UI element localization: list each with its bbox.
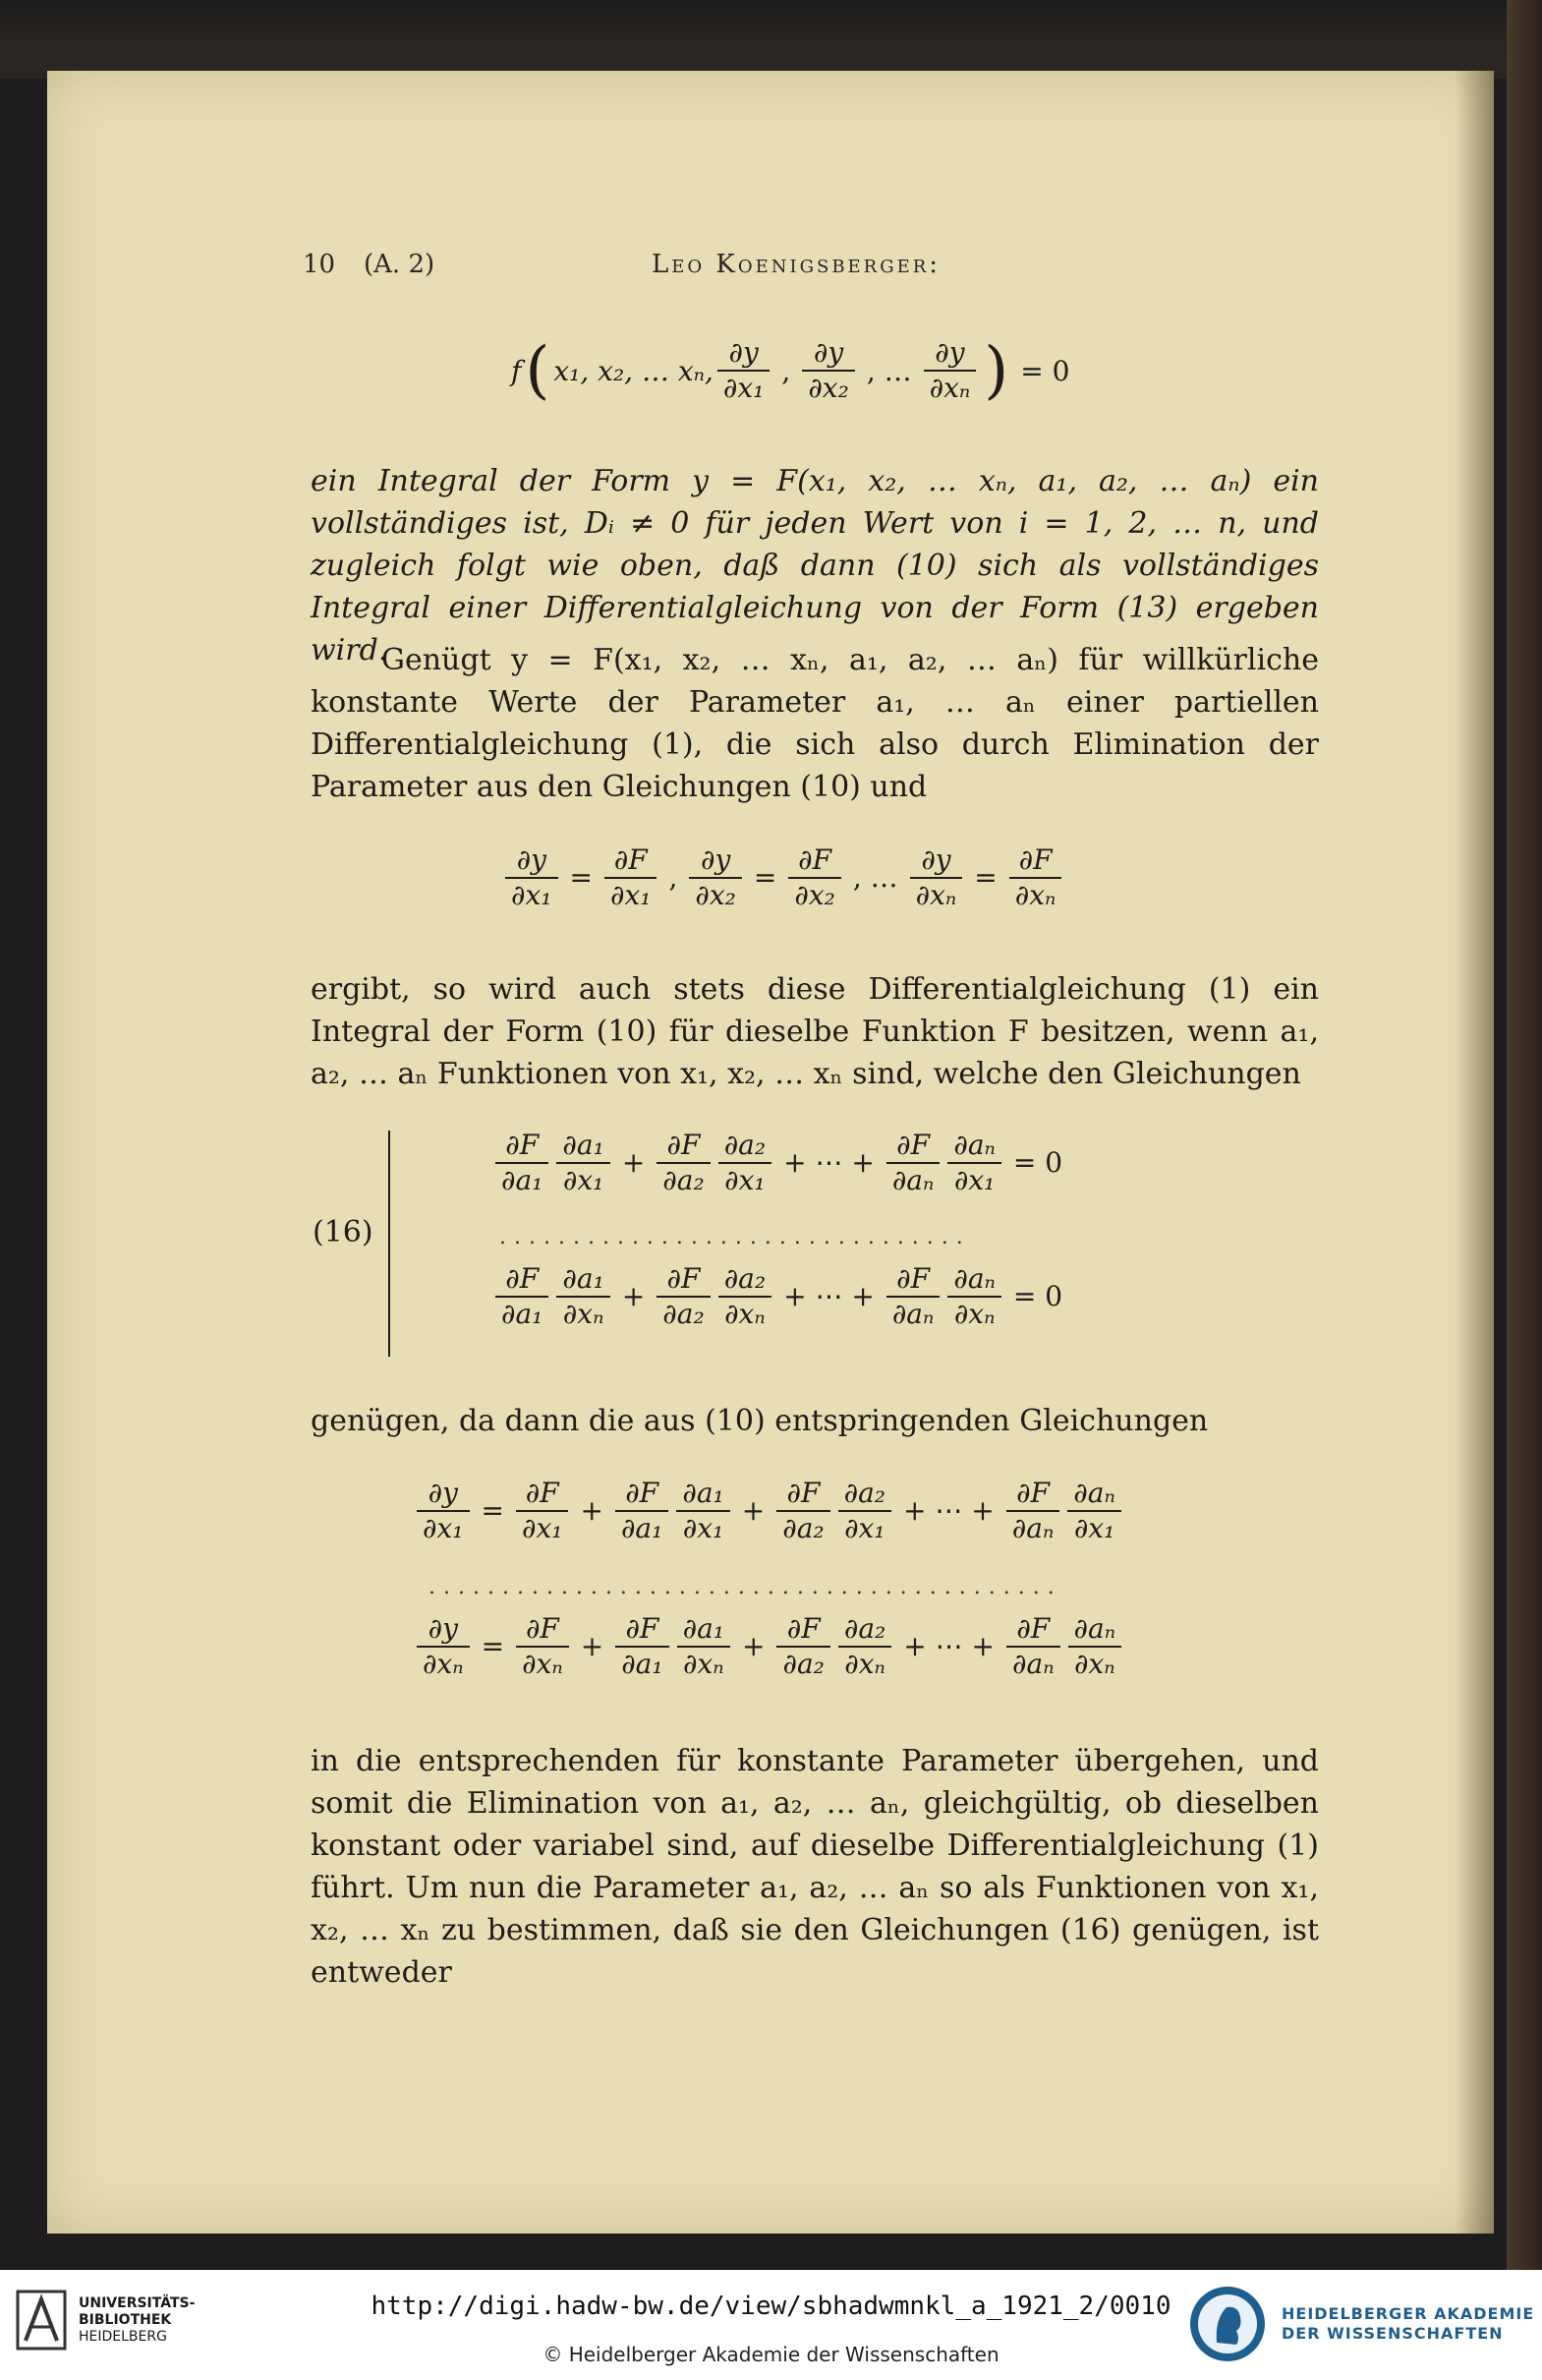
system-bottom-row-2: $\frac{\partial y}{\text{∂xₙ}}$ = $\frac{\partial F}{\text{∂xₙ}}$ + $\frac{\partial F}{\text{∂a₁}}$ $\frac{\text{∂a₁}}{\text{∂xₙ}}$ + $\frac{\partial F}{\text{∂a₂}}$ $\frac{\text{∂a₂}}{\text{∂xₙ}}$ + ⋯ + $\frac{\partial F}{\text{∂aₙ}}$ $\frac{\text{∂aₙ}}{\text{∂xₙ}}$ bbox=[413, 1612, 1125, 1681]
fraction: $\frac{\text{∂a₁}}{\text{∂x₁}}$ bbox=[556, 1129, 609, 1197]
fraction: $\frac{\text{∂a₁}}{\text{∂xₙ}}$ bbox=[677, 1612, 730, 1681]
fraction: $\frac{\partial F}{\text{∂aₙ}}$ bbox=[886, 1262, 941, 1331]
fraction: $\frac{\partial y}{\text{∂xₙ}}$ bbox=[910, 843, 963, 912]
equation-args: x₁, x₂, … xₙ, bbox=[553, 354, 714, 387]
fraction: $\frac{\text{∂aₙ}}{\text{∂x₁}}$ bbox=[1067, 1477, 1121, 1545]
system16-row-1: $\frac{\partial F}{\text{∂a₁}}$ $\frac{\text{∂a₁}}{\text{∂x₁}}$ + $\frac{\partial F}{\text{∂a₂}}$ $\frac{\text{∂a₂}}{\text{∂x₁}}$ + ⋯ + $\frac{\partial F}{\text{∂aₙ}}$ $\frac{\text{∂aₙ}}{\text{∂x₁}}$ = 0 bbox=[491, 1129, 1070, 1197]
fraction: $\frac{\partial F}{\text{∂a₁}}$ bbox=[615, 1477, 668, 1545]
page-number: 10 bbox=[303, 250, 336, 279]
paragraph-2: Genügt y = F(x₁, x₂, … xₙ, a₁, a₂, … aₙ) für willkürliche konstante Werte der Parameter a₁, … aₙ einer partiellen Differentialgleichung (1), die sich also durch Elimination der Parameter aus den Gleichungen (10) und bbox=[311, 643, 1319, 804]
system-bottom-row-1: $\frac{\partial y}{\text{∂x₁}}$ = $\frac{\partial F}{\text{∂x₁}}$ + $\frac{\partial F}{\text{∂a₁}}$ $\frac{\text{∂a₁}}{\text{∂x₁}}$ + $\frac{\partial F}{\text{∂a₂}}$ $\frac{\text{∂a₂}}{\text{∂x₁}}$ + ⋯ + $\frac{\partial F}{\text{∂aₙ}}$ $\frac{\text{∂aₙ}}{\text{∂x₁}}$ bbox=[413, 1477, 1125, 1545]
fraction: $\frac{\text{∂aₙ}}{\text{∂xₙ}}$ bbox=[1068, 1612, 1122, 1681]
author-name: Leo Koenigsberger: bbox=[652, 250, 942, 279]
permalink-url[interactable]: http://digi.hadw-bw.de/view/sbhadwmnkl_a_1921_2/0010 bbox=[371, 2292, 1171, 2321]
fraction: $\frac{\text{∂aₙ}}{\text{∂x₁}}$ bbox=[947, 1129, 1001, 1197]
fraction: $\frac{\partial F}{\text{∂a₁}}$ bbox=[495, 1129, 548, 1197]
fraction: $\frac{\partial y}{\text{∂x₁}}$ bbox=[505, 843, 558, 912]
academy-logo[interactable] bbox=[1187, 2284, 1534, 2364]
system-brace bbox=[388, 1131, 390, 1357]
function-symbol: f bbox=[511, 354, 522, 387]
equation-label-16: (16) bbox=[313, 1215, 373, 1249]
fraction: $\frac{\text{∂a₂}}{\text{∂x₁}}$ bbox=[718, 1129, 771, 1197]
academy-name: HEIDELBERGER AKADEMIE DER WISSENSCHAFTEN bbox=[1282, 2304, 1535, 2343]
dotted-separator: ................................ bbox=[499, 1225, 971, 1249]
library-name: UNIVERSITÄTS- BIBLIOTHEK HEIDELBERG bbox=[79, 2294, 196, 2345]
dotted-separator: ........................................... bbox=[428, 1575, 1062, 1599]
paragraph-5: in die entsprechenden für konstante Parameter übergehen, und somit die Elimination von a₁, a₂, … aₙ, gleichgültig, ob dieselben konstant oder variabel sind, auf dieselbe Differentialgleichung (1) führt. Um nun die Parameter a₁, a₂, … aₙ so als Funktionen von x₁, x₂, … xₙ zu bestimmen, daß sie den Gleichungen (16) genügen, ist entweder bbox=[311, 1744, 1319, 1990]
fraction: $\frac{\partial F}{\text{∂aₙ}}$ bbox=[1006, 1477, 1060, 1545]
fraction: $\frac{\partial F}{\text{∂a₂}}$ bbox=[776, 1612, 829, 1681]
fraction: $\frac{\partial y}{\text{∂x₁}}$ bbox=[417, 1477, 470, 1545]
fraction: $\frac{\partial F}{\text{∂aₙ}}$ bbox=[886, 1129, 941, 1197]
fraction: $\frac{\partial F}{\text{∂a₁}}$ bbox=[495, 1262, 548, 1331]
fraction: $\frac{\partial F}{\text{∂xₙ}}$ bbox=[1009, 843, 1062, 912]
academy-seal-icon bbox=[1187, 2284, 1268, 2364]
fraction: $\frac{\partial F}{\text{∂a₁}}$ bbox=[615, 1612, 668, 1681]
fraction: $\frac{\text{∂a₁}}{\text{∂x₁}}$ bbox=[676, 1477, 729, 1545]
fraction: $\frac{\text{∂aₙ}}{\text{∂xₙ}}$ bbox=[947, 1262, 1001, 1331]
viewer-footer bbox=[0, 2270, 1542, 2380]
paragraph-1: ein Integral der Form y = F(x₁, x₂, … xₙ, a₁, a₂, … aₙ) ein vollständiges ist, Dᵢ ≠ 0 für jeden Wert von i = 1, 2, … n, und zugleich folgt wie oben, daß dann (10) sich als vollständiges Integral einer Differentialgleichung von der Form (13) ergeben wird. bbox=[311, 464, 1319, 668]
fraction: $\frac{\partial F}{\text{∂x₁}}$ bbox=[516, 1477, 569, 1545]
fraction: $\frac{\partial F}{\text{∂aₙ}}$ bbox=[1006, 1612, 1060, 1681]
section-marker: (A. 2) bbox=[364, 250, 435, 279]
book-binding-edge bbox=[1507, 0, 1542, 2270]
fraction: $\frac{\partial F}{\text{∂a₂}}$ bbox=[776, 1477, 829, 1545]
fraction: $\frac{\text{∂a₂}}{\text{∂xₙ}}$ bbox=[718, 1262, 771, 1331]
book-edge-top bbox=[0, 0, 1542, 79]
fraction: $\frac{\partial y}{\text{∂x₂}}$ bbox=[689, 843, 742, 912]
fraction: $\frac{\partial F}{\text{∂a₂}}$ bbox=[657, 1129, 710, 1197]
fraction: $\frac{\partial F}{\text{∂xₙ}}$ bbox=[516, 1612, 569, 1681]
fraction: $\frac{\partial F}{\text{∂x₂}}$ bbox=[788, 843, 841, 912]
copyright-notice: © Heidelberger Akademie der Wissenschaften bbox=[543, 2343, 999, 2366]
fraction: $\frac{\partial F}{\text{∂x₁}}$ bbox=[604, 843, 657, 912]
paragraph-4: genügen, da dann die aus (10) entspringenden Gleichungen bbox=[311, 1404, 1209, 1438]
fraction: $\frac{\partial y}{\text{∂xₙ}}$ bbox=[417, 1612, 470, 1681]
fraction: $\frac{\text{∂a₂}}{\text{∂x₁}}$ bbox=[838, 1477, 891, 1545]
paragraph-3: ergibt, so wird auch stets diese Differentialgleichung (1) ein Integral der Form (10) für dieselbe Funktion F besitzen, wenn a₁, a₂, … aₙ Funktionen von x₁, x₂, … xₙ sind, welche den Gleichungen bbox=[311, 972, 1319, 1091]
fraction: $\frac{\partial y}{\text{∂x₁}}$ bbox=[717, 336, 771, 405]
fraction: $\frac{\partial y}{\text{∂xₙ}}$ bbox=[924, 336, 977, 405]
fraction: $\frac{\text{∂a₂}}{\text{∂xₙ}}$ bbox=[838, 1612, 891, 1681]
fraction: $\frac{\text{∂a₁}}{\text{∂xₙ}}$ bbox=[556, 1262, 609, 1331]
equation-top: f ( x₁, x₂, … xₙ, $\frac{\partial y}{\text{∂x₁}}$ , $\frac{\partial y}{\text{∂x₂}}$ , … $\frac{\partial y}{\text{∂xₙ}}$ ) = 0 bbox=[511, 334, 1070, 407]
fraction: $\frac{\partial y}{\text{∂x₂}}$ bbox=[802, 336, 855, 405]
fraction: $\frac{\partial F}{\text{∂a₂}}$ bbox=[657, 1262, 710, 1331]
system16-row-2: $\frac{\partial F}{\text{∂a₁}}$ $\frac{\text{∂a₁}}{\text{∂xₙ}}$ + $\frac{\partial F}{\text{∂a₂}}$ $\frac{\text{∂a₂}}{\text{∂xₙ}}$ + ⋯ + $\frac{\partial F}{\text{∂aₙ}}$ $\frac{\text{∂aₙ}}{\text{∂xₙ}}$ = 0 bbox=[491, 1262, 1070, 1331]
equation-rhs: = 0 bbox=[1020, 354, 1070, 387]
equation-mid: $\frac{\partial y}{\text{∂x₁}}$ = $\frac{\partial F}{\text{∂x₁}}$ , $\frac{\partial y}{\text{∂x₂}}$ = $\frac{\partial F}{\text{∂x₂}}$ , … $\frac{\partial y}{\text{∂xₙ}}$ = $\frac{\partial F}{\text{∂xₙ}}$ bbox=[501, 843, 1065, 912]
